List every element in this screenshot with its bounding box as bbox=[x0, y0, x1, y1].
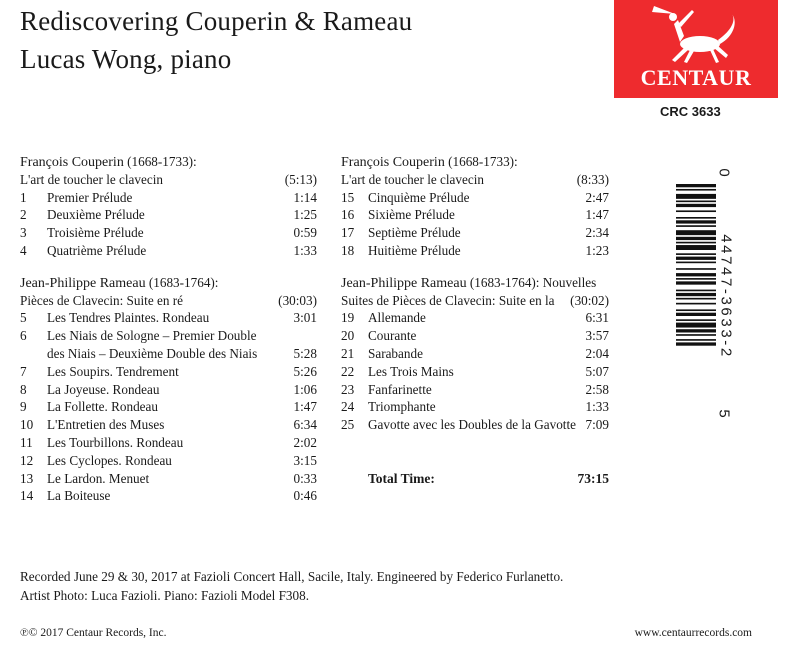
track-duration: 2:34 bbox=[585, 225, 609, 241]
track-name: Sarabande bbox=[368, 345, 423, 361]
left-tracklist bbox=[20, 153, 317, 505]
recording-credits bbox=[20, 568, 563, 605]
track-name: La Follette. Rondeau bbox=[47, 399, 158, 415]
track-duration: 1:47 bbox=[585, 207, 609, 223]
composer-name: Jean-Philippe Rameau bbox=[20, 275, 146, 291]
track-number: 25 bbox=[341, 417, 355, 433]
work-title: Suites de Pièces de Clavecin: Suite en la bbox=[341, 292, 555, 308]
barcode-bar bbox=[676, 313, 716, 316]
track-name: La Joyeuse. Rondeau bbox=[47, 381, 160, 397]
work-heading bbox=[341, 292, 609, 310]
track-row bbox=[341, 242, 609, 260]
composer-dates: (1668-1733): bbox=[444, 154, 518, 169]
total-time-label: Total Time: bbox=[368, 471, 435, 486]
barcode-bar bbox=[676, 342, 716, 345]
track-number: 1 bbox=[20, 189, 27, 205]
track-row bbox=[20, 452, 317, 470]
track-name: Sixième Prélude bbox=[368, 207, 455, 223]
track-row bbox=[341, 398, 609, 416]
track-duration: 0:33 bbox=[293, 470, 317, 486]
track-number: 9 bbox=[20, 399, 27, 415]
track-duration: 2:58 bbox=[585, 381, 609, 397]
composer-heading bbox=[341, 153, 609, 171]
track-number: 11 bbox=[20, 434, 33, 450]
composer-dates: (1683-1764): Nouvelles bbox=[466, 274, 597, 290]
track-row bbox=[341, 224, 609, 242]
track-number: 12 bbox=[20, 452, 34, 468]
track-duration: 1:33 bbox=[585, 399, 609, 415]
work-heading bbox=[341, 171, 609, 189]
track-duration: 1:25 bbox=[293, 207, 317, 223]
track-row bbox=[20, 416, 317, 434]
album-title: Rediscovering Couperin & Rameau bbox=[20, 6, 413, 36]
barcode-bar bbox=[676, 309, 716, 311]
track-name: Les Niais de Sologne – Premier Double bbox=[47, 328, 257, 344]
track-number: 18 bbox=[341, 242, 355, 258]
catalog-number: CRC 3633 bbox=[660, 104, 721, 119]
track-name: Les Soupirs. Tendrement bbox=[47, 363, 179, 379]
track-number: 24 bbox=[341, 399, 355, 415]
track-number: 14 bbox=[20, 488, 34, 504]
track-row bbox=[20, 224, 317, 242]
track-row bbox=[20, 206, 317, 224]
right-tracklist bbox=[341, 153, 609, 434]
track-name: Le Lardon. Menuet bbox=[47, 470, 150, 486]
barcode-bar bbox=[676, 334, 716, 336]
track-row bbox=[20, 381, 317, 399]
barcode bbox=[676, 158, 735, 418]
track-name: Septième Prélude bbox=[368, 225, 461, 241]
track-name: Courante bbox=[368, 328, 417, 344]
barcode-bar bbox=[676, 184, 716, 187]
barcode-right-digit: 5 bbox=[715, 409, 733, 418]
track-duration: 1:23 bbox=[585, 242, 609, 258]
work-title: L'art de toucher le clavecin bbox=[20, 171, 163, 187]
barcode-left-digit: 0 bbox=[715, 168, 733, 177]
composer-dates: (1668-1733): bbox=[123, 154, 197, 169]
barcode-bar bbox=[676, 268, 716, 270]
track-duration: 5:28 bbox=[293, 345, 317, 361]
track-duration: 5:26 bbox=[293, 363, 317, 379]
composer-heading bbox=[20, 274, 317, 292]
track-name: Triomphante bbox=[368, 399, 436, 415]
track-row bbox=[341, 206, 609, 224]
track-duration: 1:33 bbox=[293, 242, 317, 258]
copyright-notice: ℗© 2017 Centaur Records, Inc. bbox=[20, 627, 167, 639]
track-row bbox=[20, 242, 317, 260]
work-title: L'art de toucher le clavecin bbox=[341, 171, 484, 187]
track-duration: 2:04 bbox=[585, 345, 609, 361]
barcode-bar bbox=[676, 319, 716, 321]
track-duration: 2:47 bbox=[585, 189, 609, 205]
work-duration: (30:02) bbox=[570, 292, 609, 308]
website-url: www.centaurrecords.com bbox=[634, 627, 752, 639]
total-time-value: 73:15 bbox=[577, 471, 609, 486]
barcode-bar bbox=[676, 262, 716, 264]
barcode-bar bbox=[676, 293, 716, 296]
barcode-bar bbox=[676, 253, 716, 255]
track-duration: 2:02 bbox=[293, 434, 317, 450]
track-name: Les Tourbillons. Rondeau bbox=[47, 434, 184, 450]
barcode-bar bbox=[676, 225, 716, 227]
track-name: Les Trois Mains bbox=[368, 363, 454, 379]
track-number: 13 bbox=[20, 470, 34, 486]
artist-line: Lucas Wong, piano bbox=[20, 44, 232, 74]
track-duration: 3:15 bbox=[293, 452, 317, 468]
track-row bbox=[20, 363, 317, 381]
track-duration: 0:59 bbox=[293, 225, 317, 241]
track-row bbox=[20, 327, 317, 363]
track-name: La Boiteuse bbox=[47, 488, 111, 504]
track-duration: 7:09 bbox=[585, 417, 609, 433]
track-number: 4 bbox=[20, 242, 27, 258]
track-number: 7 bbox=[20, 363, 27, 379]
track-name: Quatrième Prélude bbox=[47, 242, 147, 258]
barcode-bar bbox=[676, 204, 716, 207]
track-name-continued: des Niais – Deuxième Double des Niais bbox=[47, 345, 258, 361]
track-row bbox=[341, 363, 609, 381]
work-heading bbox=[20, 171, 317, 189]
track-row bbox=[341, 345, 609, 363]
centaur-wordmark: CENTAUR bbox=[640, 65, 752, 90]
track-duration: 6:34 bbox=[293, 417, 317, 433]
track-duration: 1:47 bbox=[293, 399, 317, 415]
track-name: Les Cyclopes. Rondeau bbox=[47, 452, 172, 468]
track-row bbox=[20, 398, 317, 416]
credits-line: Artist Photo: Luca Fazioli. Piano: Fazioli Model F308. bbox=[20, 587, 310, 603]
track-row bbox=[20, 470, 317, 488]
barcode-bar bbox=[676, 242, 716, 244]
track-number: 19 bbox=[341, 310, 355, 326]
track-row bbox=[341, 309, 609, 327]
track-name: Gavotte avec les Doubles de la Gavotte bbox=[368, 417, 576, 433]
track-name: Cinquième Prélude bbox=[368, 189, 470, 205]
track-row bbox=[341, 381, 609, 399]
barcode-bar bbox=[676, 257, 716, 260]
track-number: 3 bbox=[20, 225, 27, 241]
barcode-bar bbox=[676, 194, 716, 199]
barcode-bar bbox=[676, 329, 716, 332]
barcode-bar bbox=[676, 230, 716, 235]
barcode-bar bbox=[676, 245, 716, 250]
track-row bbox=[20, 189, 317, 207]
track-name: Deuxième Prélude bbox=[47, 207, 145, 223]
work-duration: (8:33) bbox=[576, 171, 609, 187]
barcode-bar bbox=[676, 290, 716, 292]
composer-name: Jean-Philippe Rameau bbox=[341, 275, 467, 291]
track-number: 5 bbox=[20, 310, 27, 326]
track-row bbox=[20, 434, 317, 452]
barcode-bar bbox=[676, 237, 716, 240]
composer-heading bbox=[341, 274, 609, 292]
track-number: 15 bbox=[341, 189, 355, 205]
track-row bbox=[20, 487, 317, 505]
track-duration: 0:46 bbox=[293, 488, 317, 504]
composer-heading bbox=[20, 153, 317, 171]
barcode-bar bbox=[676, 281, 716, 284]
composer-name: François Couperin bbox=[20, 155, 124, 170]
barcode-bar bbox=[676, 210, 716, 212]
work-duration: (30:03) bbox=[278, 292, 317, 308]
composer-name: François Couperin bbox=[341, 155, 445, 170]
barcode-number: 44747-3633-2 bbox=[717, 234, 735, 359]
barcode-bar bbox=[676, 339, 716, 341]
track-number: 17 bbox=[341, 225, 355, 241]
track-number: 21 bbox=[341, 345, 355, 361]
track-name: Les Tendres Plaintes. Rondeau bbox=[47, 310, 210, 326]
track-duration: 3:01 bbox=[293, 310, 317, 326]
track-row bbox=[341, 416, 609, 434]
track-number: 20 bbox=[341, 328, 355, 344]
track-duration: 3:57 bbox=[585, 328, 609, 344]
track-number: 10 bbox=[20, 417, 34, 433]
track-number: 23 bbox=[341, 381, 355, 397]
credits-line: Recorded June 29 & 30, 2017 at Fazioli Concert Hall, Sacile, Italy. Engineered by Federico Furlanetto. bbox=[20, 569, 564, 584]
barcode-bar bbox=[676, 201, 716, 203]
barcode-bar bbox=[676, 217, 716, 219]
track-number: 6 bbox=[20, 328, 27, 344]
barcode-bar bbox=[676, 278, 716, 280]
track-row bbox=[341, 189, 609, 207]
track-name: Troisième Prélude bbox=[47, 225, 144, 241]
barcode-bars bbox=[676, 184, 716, 399]
track-duration: 1:14 bbox=[293, 189, 317, 205]
barcode-bar bbox=[676, 273, 716, 276]
track-name: L'Entretien des Muses bbox=[47, 417, 165, 433]
track-number: 2 bbox=[20, 207, 27, 223]
barcode-bar bbox=[676, 323, 716, 328]
track-duration: 6:31 bbox=[585, 310, 609, 326]
track-name: Allemande bbox=[368, 310, 426, 326]
track-row bbox=[20, 309, 317, 327]
centaur-logo bbox=[614, 0, 778, 98]
track-duration: 1:06 bbox=[293, 381, 317, 397]
work-duration: (5:13) bbox=[284, 171, 317, 187]
track-duration: 5:07 bbox=[585, 363, 609, 379]
track-number: 16 bbox=[341, 207, 355, 223]
track-row bbox=[341, 327, 609, 345]
work-title: Pièces de Clavecin: Suite en ré bbox=[20, 292, 183, 308]
barcode-bar bbox=[676, 220, 716, 223]
track-name: Huitième Prélude bbox=[368, 242, 461, 258]
track-number: 22 bbox=[341, 363, 355, 379]
track-name: Fanfarinette bbox=[368, 381, 432, 397]
track-name: Premier Prélude bbox=[47, 189, 133, 205]
track-number: 8 bbox=[20, 381, 27, 397]
work-heading bbox=[20, 292, 317, 310]
barcode-bar bbox=[676, 189, 716, 191]
composer-dates: (1683-1764): bbox=[145, 274, 219, 290]
barcode-bar bbox=[676, 303, 716, 305]
barcode-bar bbox=[676, 298, 716, 300]
